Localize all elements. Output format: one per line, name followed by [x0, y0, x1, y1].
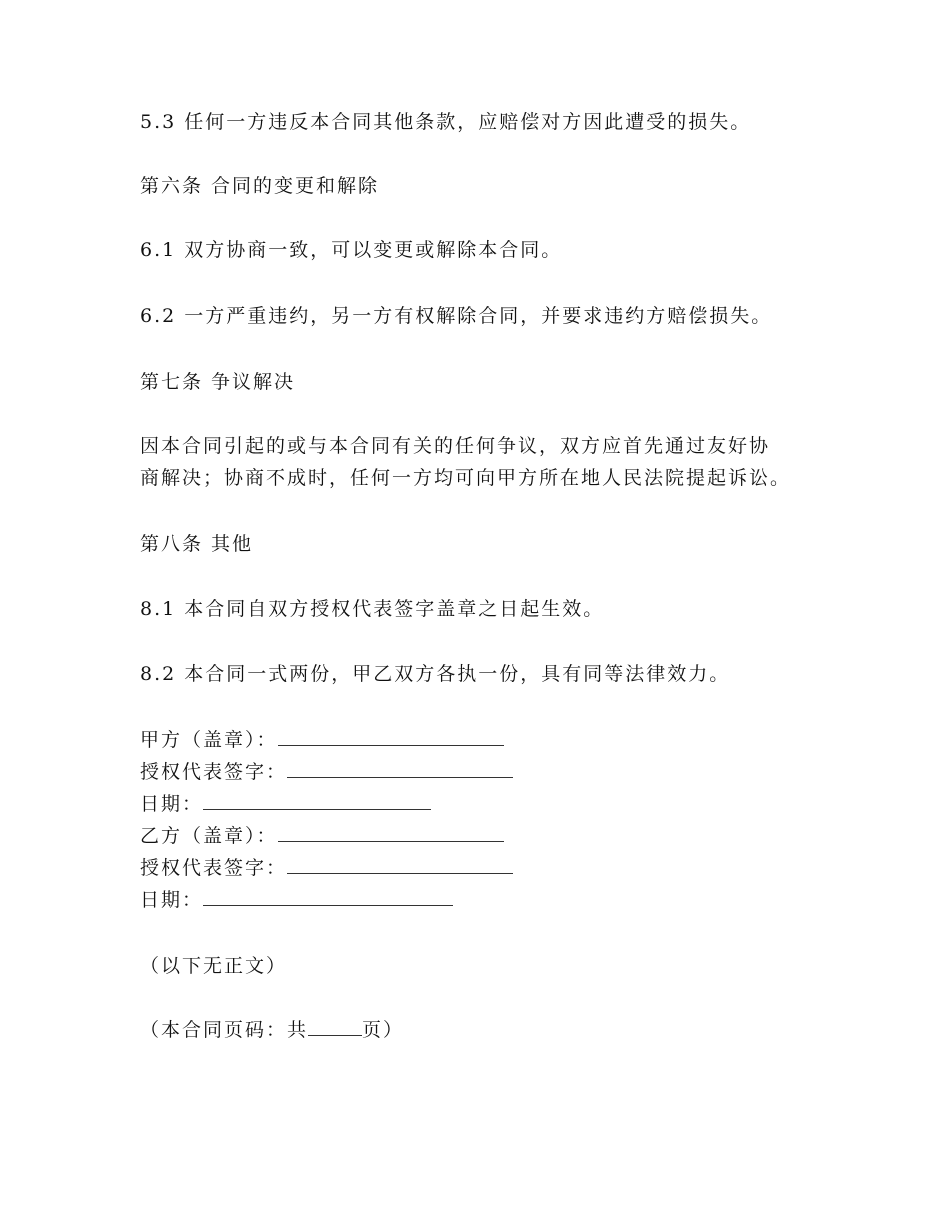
party-a-seal-blank — [278, 727, 504, 746]
article-7-text-line1: 因本合同引起的或与本合同有关的任何争议，双方应首先通过友好协 — [140, 435, 771, 457]
article-6-heading: 第六条 合同的变更和解除 — [140, 175, 380, 197]
article-7-heading: 第七条 争议解决 — [140, 371, 296, 393]
page-count-prefix: （本合同页码：共 — [140, 1019, 309, 1041]
party-a-seal-label: 甲方（盖章）： — [140, 729, 278, 751]
article-7-text-line2: 商解决；协商不成时，任何一方均可向甲方所在地人民法院提起诉讼。 — [140, 467, 792, 489]
party-b-rep-row — [140, 854, 513, 882]
page-count-blank — [308, 1017, 362, 1036]
clause-5-3: 5.3 任何一方违反本合同其他条款，应赔偿对方因此遭受的损失。 — [140, 111, 752, 133]
party-b-seal-row — [140, 822, 504, 850]
clause-8-2: 8.2 本合同一式两份，甲乙双方各执一份，具有同等法律效力。 — [140, 663, 731, 685]
party-a-rep-label: 授权代表签字： — [140, 761, 288, 783]
party-a-date-blank — [203, 791, 431, 810]
party-a-date-row — [140, 790, 431, 818]
party-a-rep-blank — [287, 759, 513, 778]
article-8-heading: 第八条 其他 — [140, 533, 254, 555]
party-a-date-label: 日期： — [140, 793, 204, 815]
party-b-rep-label: 授权代表签字： — [140, 857, 288, 879]
page-count-suffix: 页） — [362, 1019, 405, 1041]
party-b-date-blank — [203, 887, 453, 906]
clause-6-1: 6.1 双方协商一致，可以变更或解除本合同。 — [140, 239, 563, 261]
party-b-seal-label: 乙方（盖章）： — [140, 825, 278, 847]
party-a-rep-row — [140, 758, 513, 786]
party-b-rep-blank — [287, 855, 513, 874]
party-b-date-row — [140, 886, 453, 914]
party-b-date-label: 日期： — [140, 889, 204, 911]
clause-6-2: 6.2 一方严重违约，另一方有权解除合同，并要求违约方赔偿损失。 — [140, 305, 773, 327]
clause-8-1: 8.1 本合同自双方授权代表签字盖章之日起生效。 — [140, 598, 605, 620]
party-b-seal-blank — [278, 823, 504, 842]
page-count-row — [140, 1016, 404, 1044]
party-a-seal-row — [140, 726, 504, 754]
end-note: （以下无正文） — [140, 955, 288, 977]
